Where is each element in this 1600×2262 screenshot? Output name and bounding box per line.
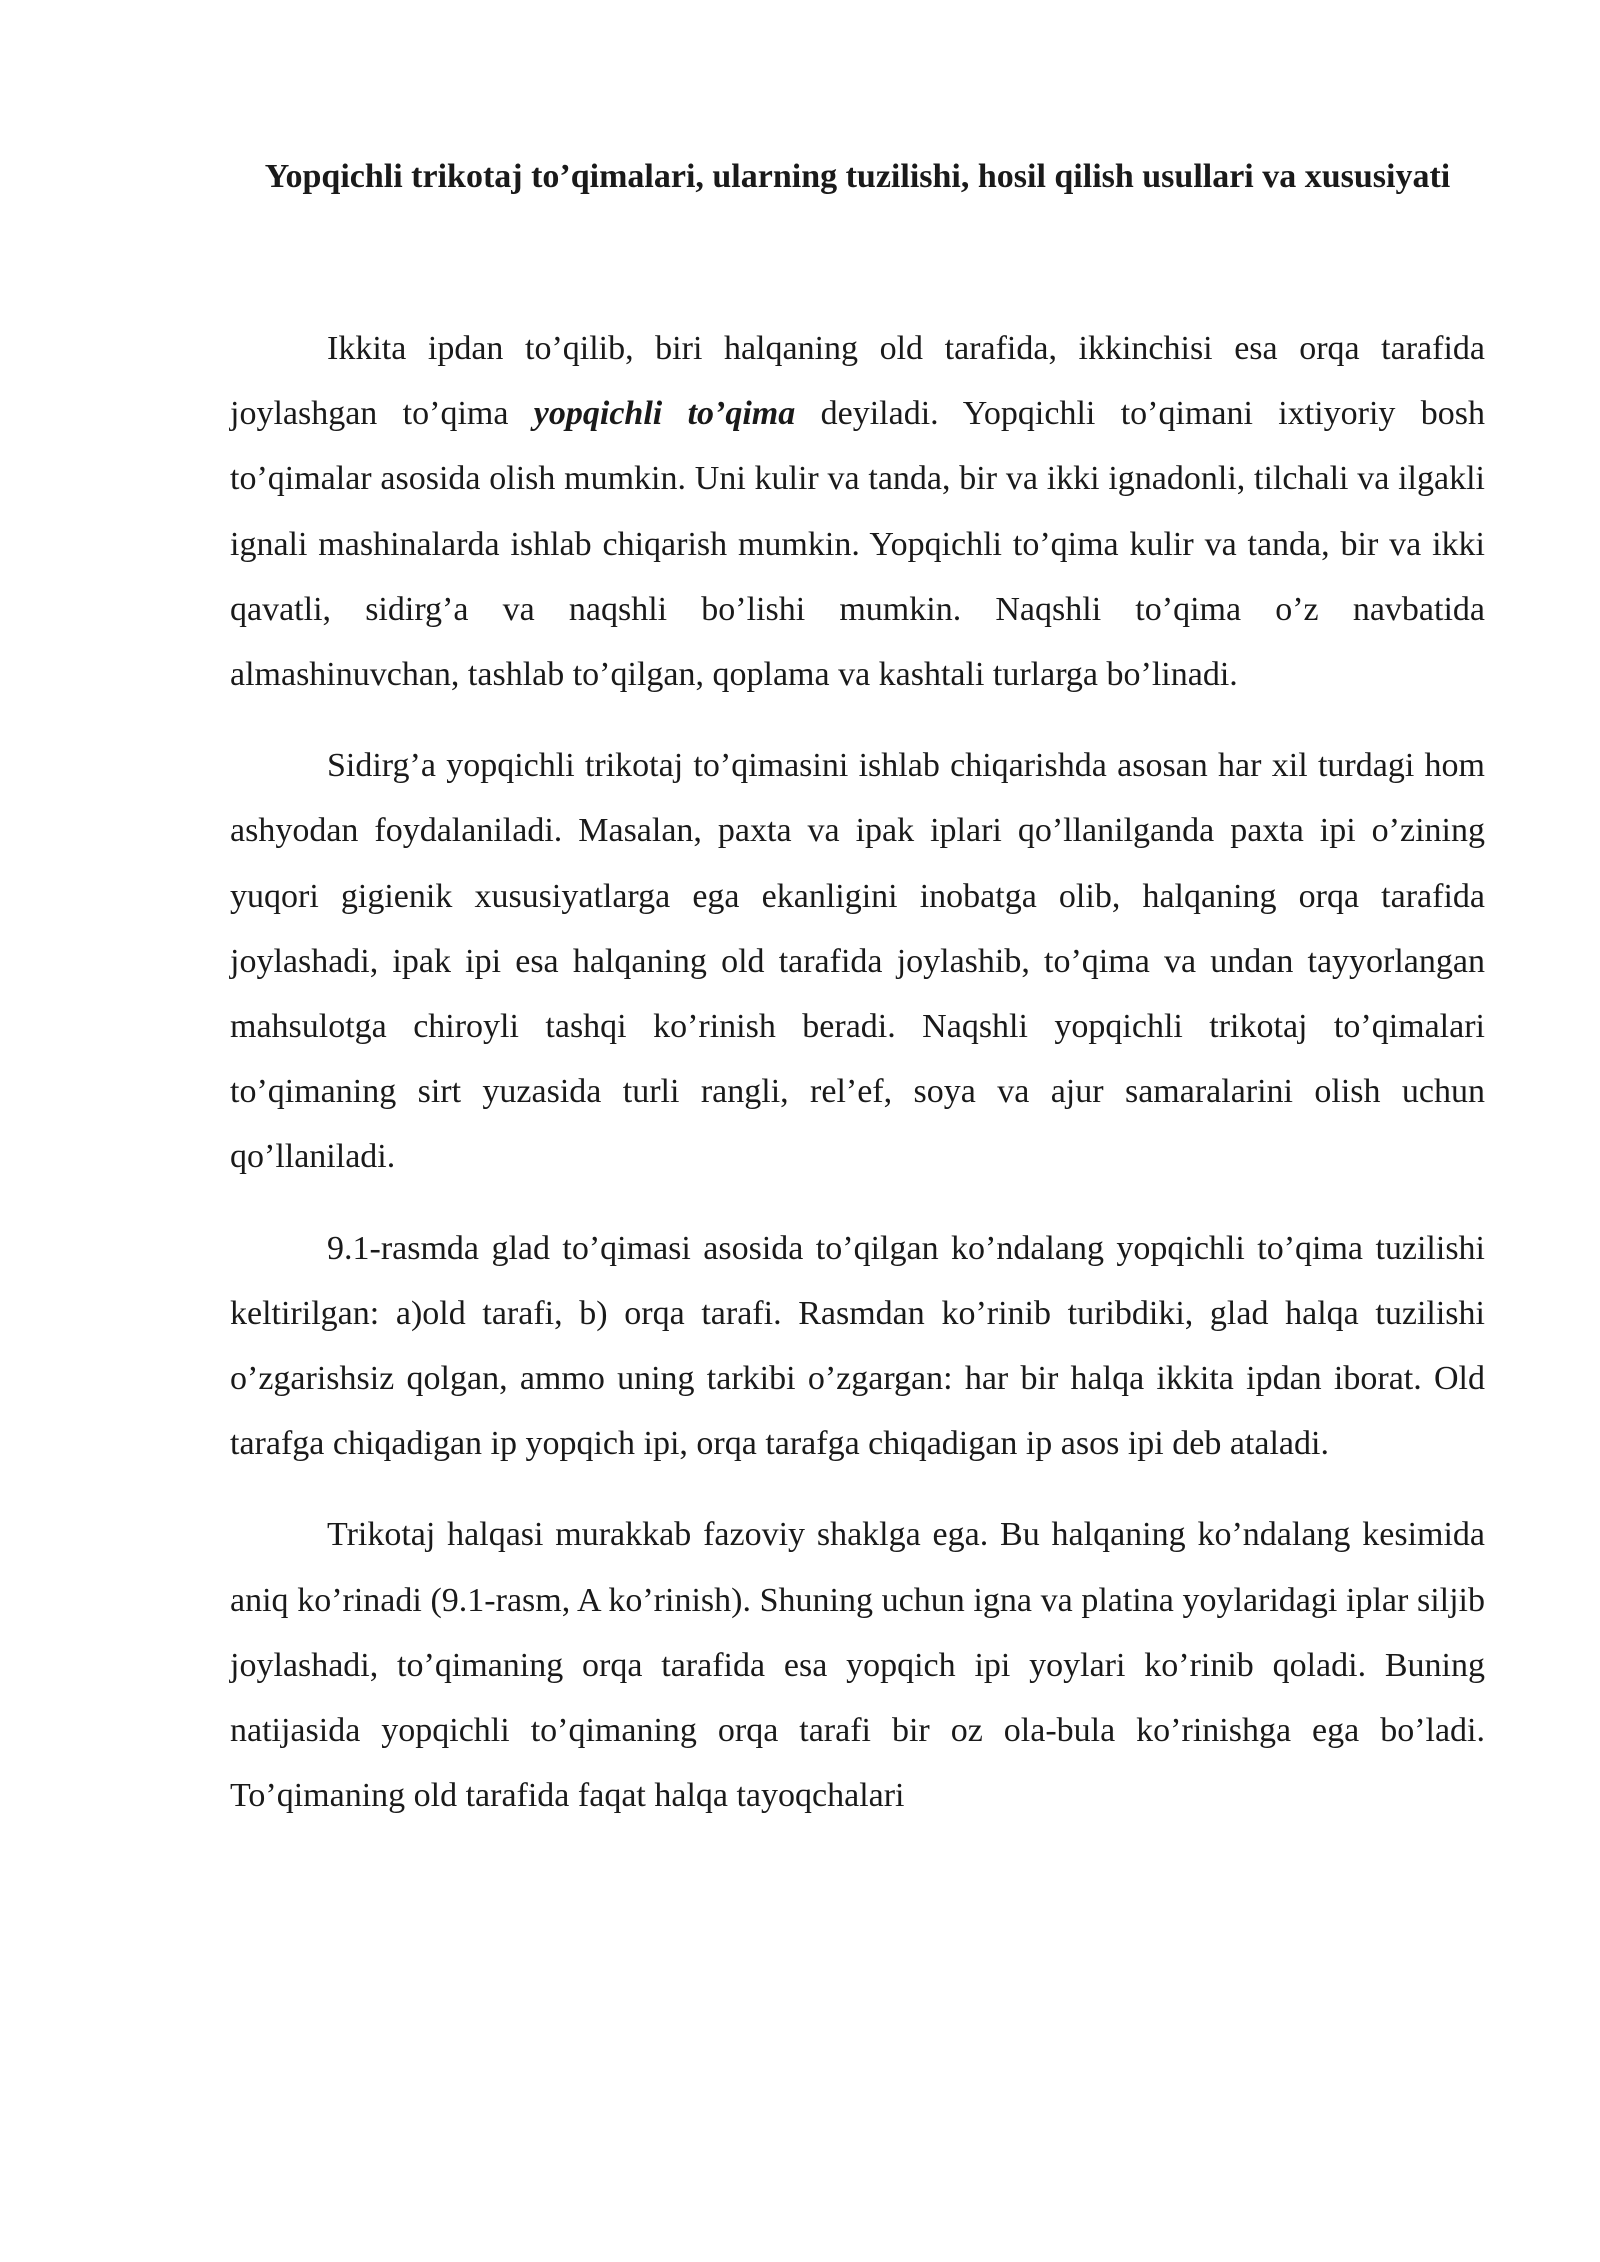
paragraph-text: deyiladi. Yopqichli to’qimani ixtiyoriy bosh to’qimalar asosida olish mumkin. Uni kulir va tanda, bir va ikki ignadonli, tilchali va ilgakli ignali mashinalarda ishlab chiqarish mumkin. Yopqichli to’qima kulir va tanda, bir va ikki qavatli, sidirg’a va naqshli bo’lishi mumkin. Naqshli to’qima o’z navbatida almashinuvchan, tashlab to’qilgan, qoplama va kashtali turlarga bo’linadi. xyxy=(230,395,1485,694)
paragraph-plain-fabric: Sidirg’a yopqichli trikotaj to’qimasini ishlab chiqarishda asosan har xil turdagi hom ashyodan foydalaniladi. Masalan, paxta va ipak iplari qo’llanilganda paxta ipi o’zining yuqori gigienik xususiyatlarga ega ekanligini inobatga olib, halqaning orqa tarafida joylashadi, ipak ipi esa halqaning old tarafida joylashib, to’qima va undan tayyorlangan mahsulotga chiroyli tashqi ko’rinish beradi. Naqshli yopqichli trikotaj to’qimalari to’qimaning sirt yuzasida turli rangli, rel’ef, soya va ajur samaralarini olish uchun qo’llaniladi. xyxy=(230,747,1485,1176)
paragraph-text: Ikkita ipdan to’qilib, biri halqaning old tarafida, ikkinchisi esa orqa tarafida joylashgan to’qima xyxy=(230,330,1485,433)
paragraph-figure-description: 9.1-rasmda glad to’qimasi asosida to’qilgan ko’ndalang yopqichli to’qima tuzilishi keltirilgan: a)old tarafi, b) orqa tarafi. Rasmdan ko’rinib turibdiki, glad halqa tuzilishi o’zgarishsiz qolgan, ammo uning tarkibi o’zgargan: har bir halqa ikkita ipdan iborat. Old tarafga chiqadigan ip yopqich ipi, orqa tarafga chiqadigan ip asos ipi deb ataladi. xyxy=(230,1229,1485,1463)
document-title: Yopqichli trikotaj to’qimalari, ularning tuzilishi, hosil qilish usullari va xususiyati xyxy=(264,158,1451,195)
paragraph-loop-structure: Trikotaj halqasi murakkab fazoviy shaklga ega. Bu halqaning ko’ndalang kesimida aniq ko’rinadi (9.1-rasm, A ko’rinish). Shuning uchun igna va platina yoylaridagi iplar siljib joylashadi, to’qimaning orqa tarafida esa yopqich ipi yoylari ko’rinib qoladi. Buning natijasida yopqichli to’qimaning orqa tarafi bir oz ola-bula ko’rinishga ega bo’ladi. To’qimaning old tarafida faqat halqa tayoqchalari xyxy=(230,1516,1485,1815)
defined-term: yopqichli to’qima xyxy=(533,395,796,433)
paragraph-definition xyxy=(230,316,1485,707)
